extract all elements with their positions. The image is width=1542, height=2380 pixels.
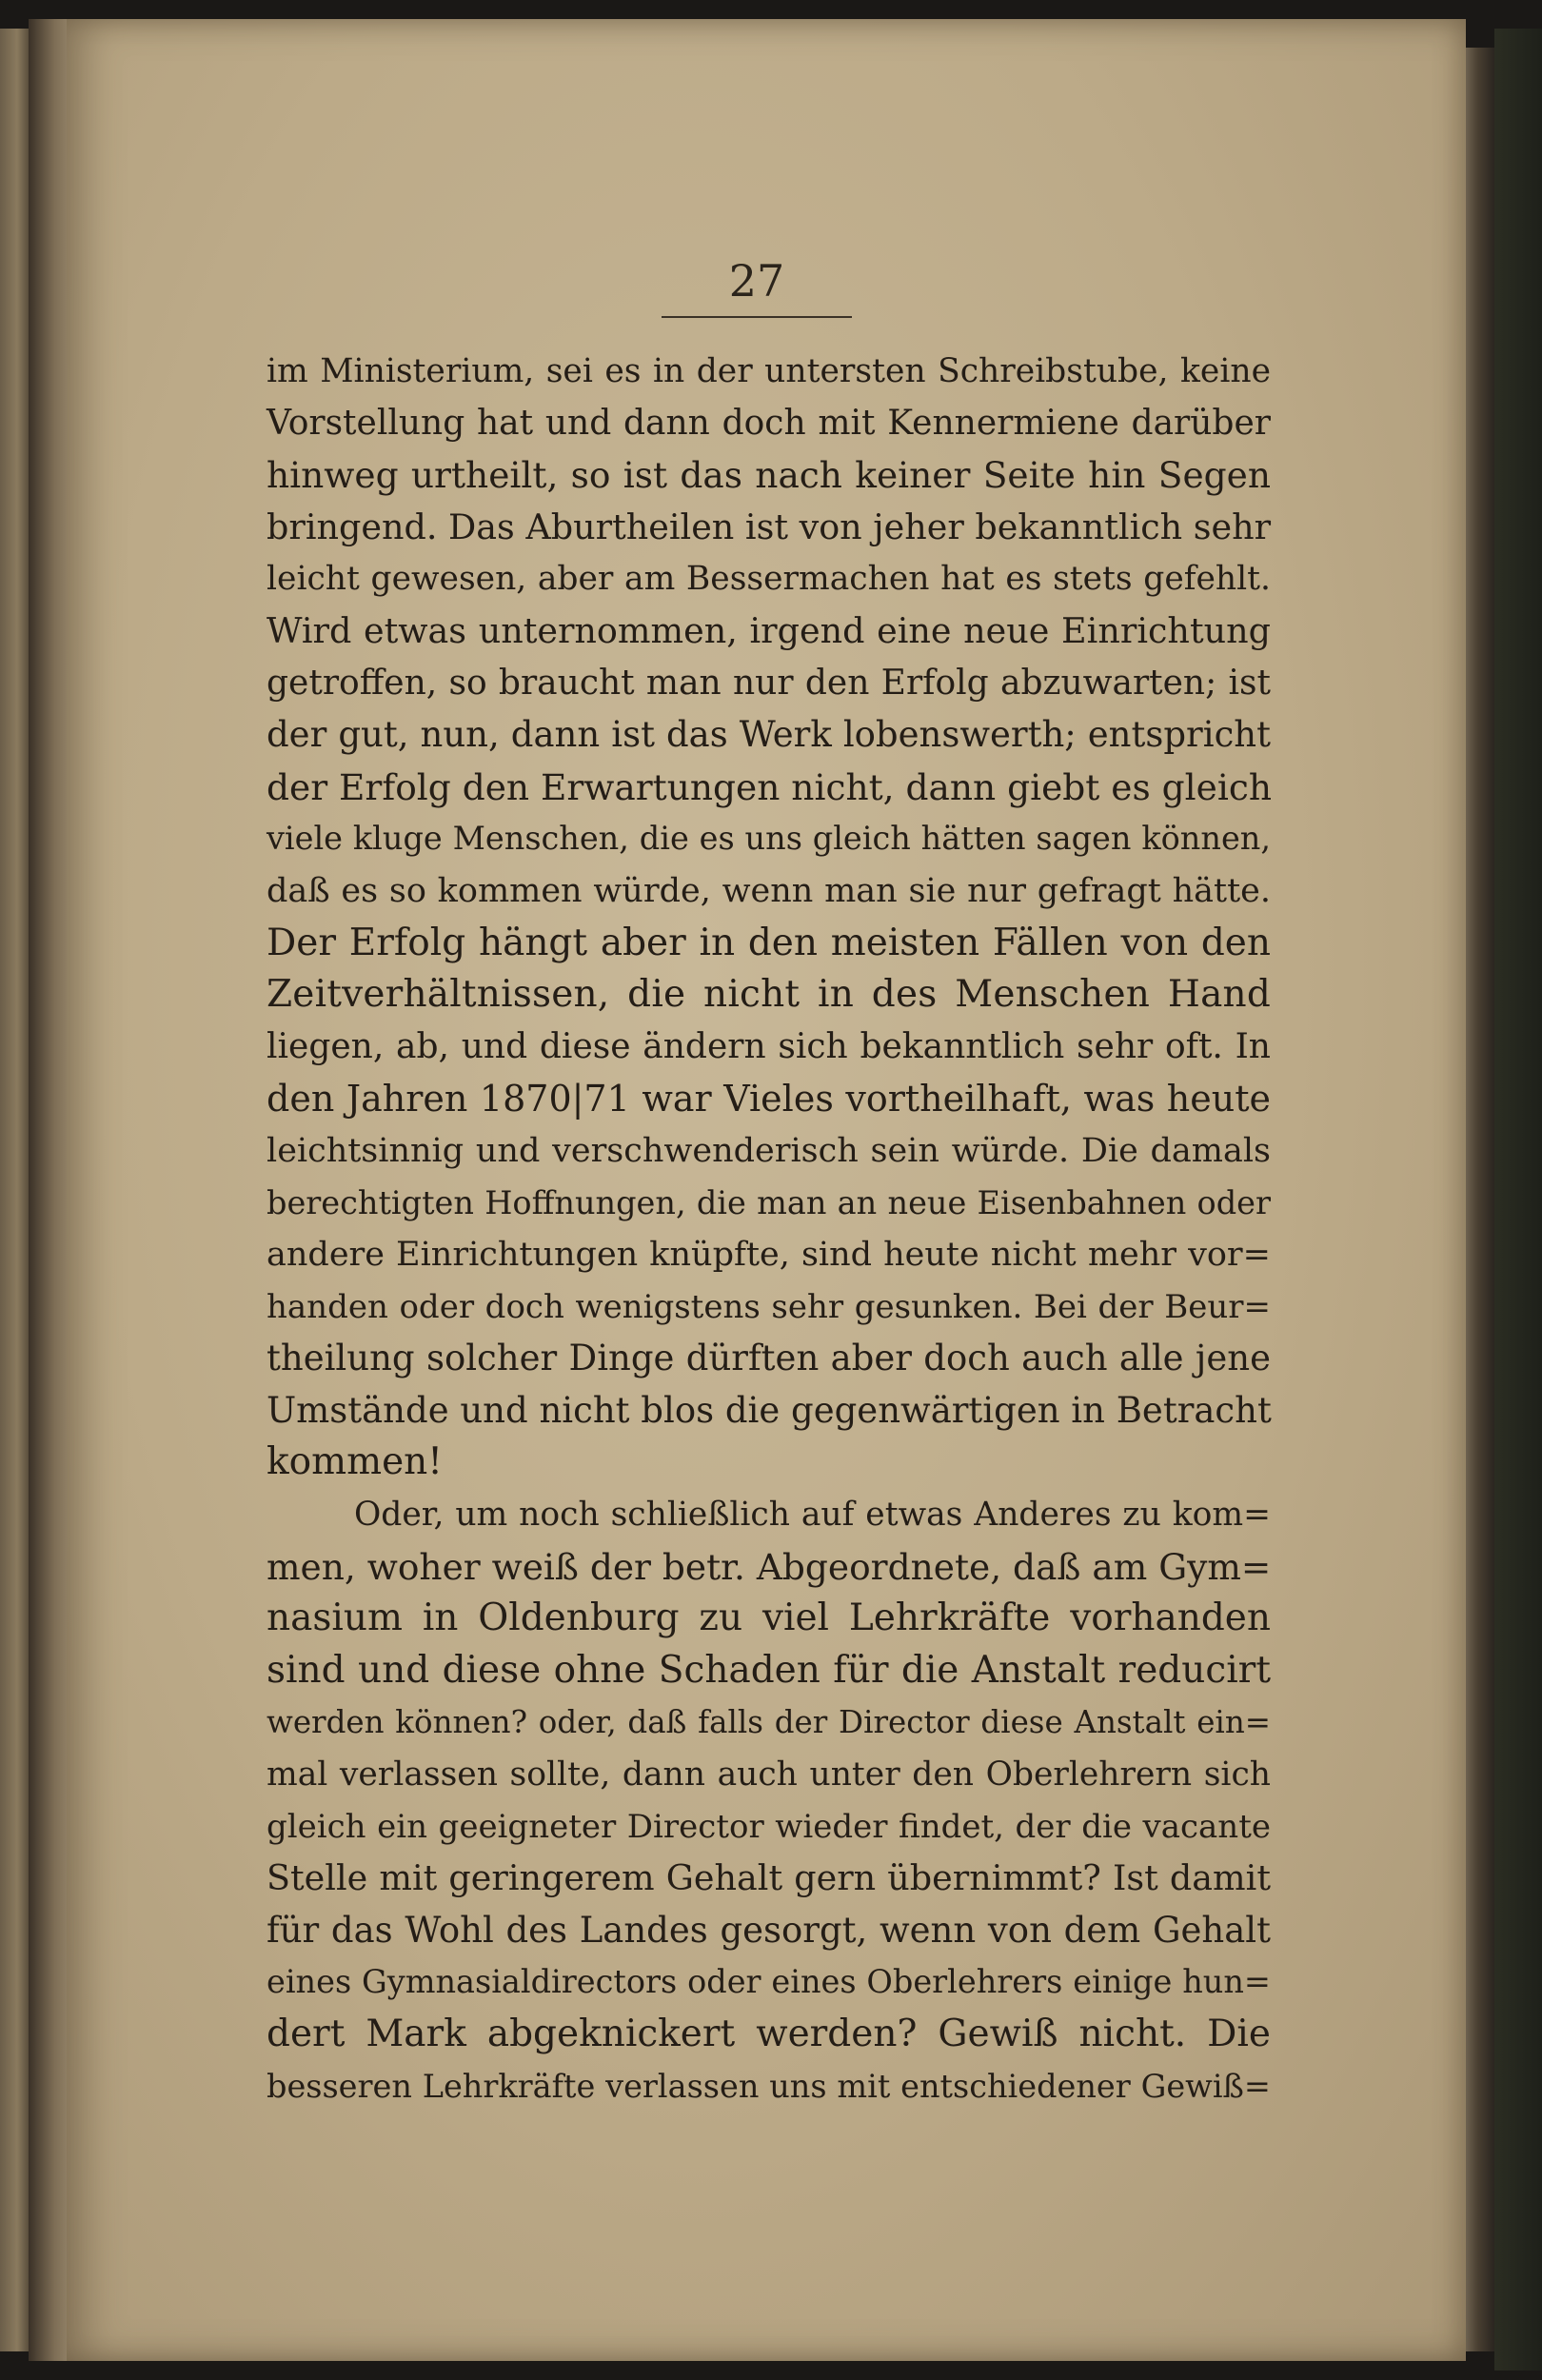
text-line: kommen! bbox=[267, 1440, 443, 1484]
text-line: der Erfolg den Erwartungen nicht, dann giebt es gleich bbox=[267, 765, 1272, 808]
text-line: Stelle mit geringerem Gehalt gern übernimmt? Ist damit bbox=[267, 1857, 1271, 1899]
text-line: liegen, ab, und diese ändern sich bekanntlich sehr oft. In bbox=[267, 1026, 1271, 1066]
text-line: werden können? oder, daß falls der Director diese Anstalt ein= bbox=[267, 1704, 1271, 1741]
text-line: berechtigten Hoffnungen, die man an neue Eisenbahnen oder bbox=[267, 1183, 1271, 1221]
text-line: gleich ein geeigneter Director wieder findet, der die vacante bbox=[267, 1807, 1271, 1846]
text-line: viele kluge Menschen, die es uns gleich hätten sagen können, bbox=[267, 820, 1271, 858]
paragraph-1 bbox=[267, 346, 1271, 1489]
text-line: der gut, nun, dann ist das Werk lobenswerth; entspricht bbox=[267, 714, 1271, 756]
page-number-rule bbox=[662, 316, 852, 318]
text-line: Oder, um noch schließlich auf etwas Anderes zu kom= bbox=[354, 1496, 1271, 1535]
facing-page-edge bbox=[0, 29, 29, 2351]
text-line: getroffen, so braucht man nur den Erfolg abzuwarten; ist bbox=[267, 663, 1271, 703]
text-line: theilung solcher Dinge dürften aber doch auch alle jene bbox=[267, 1338, 1271, 1379]
text-line: mal verlassen sollte, dann auch unter den Oberlehrern sich bbox=[267, 1755, 1271, 1795]
text-line: hinweg urtheilt, so ist das nach keiner Seite hin Segen bbox=[267, 454, 1271, 497]
text-line: Vorstellung hat und dann doch mit Kennermiene darüber bbox=[267, 403, 1271, 443]
page-number: 27 bbox=[728, 255, 785, 307]
paragraph-2 bbox=[267, 1489, 1271, 2112]
text-line: Der Erfolg hängt aber in den meisten Fällen von den bbox=[267, 921, 1271, 964]
text-line: leicht gewesen, aber am Bessermachen hat es stets gefehlt. bbox=[267, 560, 1271, 599]
book-cover-board bbox=[1494, 29, 1542, 2370]
text-line: handen oder doch wenigstens sehr gesunken. Bei der Beur= bbox=[267, 1287, 1271, 1326]
text-line: bringend. Das Aburtheilen ist von jeher bekanntlich sehr bbox=[267, 506, 1272, 547]
text-line: im Ministerium, sei es in der untersten Schreibstube, keine bbox=[267, 352, 1271, 390]
text-line: besseren Lehrkräfte verlassen uns mit entschiedener Gewiß= bbox=[267, 2067, 1271, 2105]
text-line: leichtsinnig und verschwenderisch sein würde. Die damals bbox=[267, 1131, 1271, 1170]
page-block-edge bbox=[1466, 48, 1494, 2351]
text-line: nasium in Oldenburg zu viel Lehrkräfte vorhanden bbox=[267, 1597, 1271, 1640]
text-line: Umstände und nicht blos die gegenwärtigen in Betracht bbox=[267, 1389, 1272, 1431]
body-text bbox=[267, 346, 1271, 2112]
text-line: Wird etwas unternommen, irgend eine neue Einrichtung bbox=[267, 609, 1271, 651]
text-line: men, woher weiß der betr. Abgeordnete, daß am Gym= bbox=[267, 1545, 1272, 1588]
text-line: sind und diese ohne Schaden für die Anstalt reducirt bbox=[267, 1648, 1271, 1692]
text-line: Zeitverhältnissen, die nicht in des Menschen Hand bbox=[267, 973, 1271, 1017]
text-line: andere Einrichtungen knüpfte, sind heute nicht mehr vor= bbox=[267, 1236, 1271, 1275]
text-line: dert Mark abgeknickert werden? Gewiß nicht. Die bbox=[267, 2013, 1271, 2055]
text-line: daß es so kommen würde, wenn man sie nur gefragt hätte. bbox=[267, 871, 1271, 910]
text-line: für das Wohl des Landes gesorgt, wenn von dem Gehalt bbox=[267, 1909, 1271, 1951]
text-line: eines Gymnasialdirectors oder eines Oberlehrers einige hun= bbox=[267, 1963, 1271, 2001]
text-line: den Jahren 1870|71 war Vieles vortheilhaft, was heute bbox=[267, 1078, 1271, 1121]
